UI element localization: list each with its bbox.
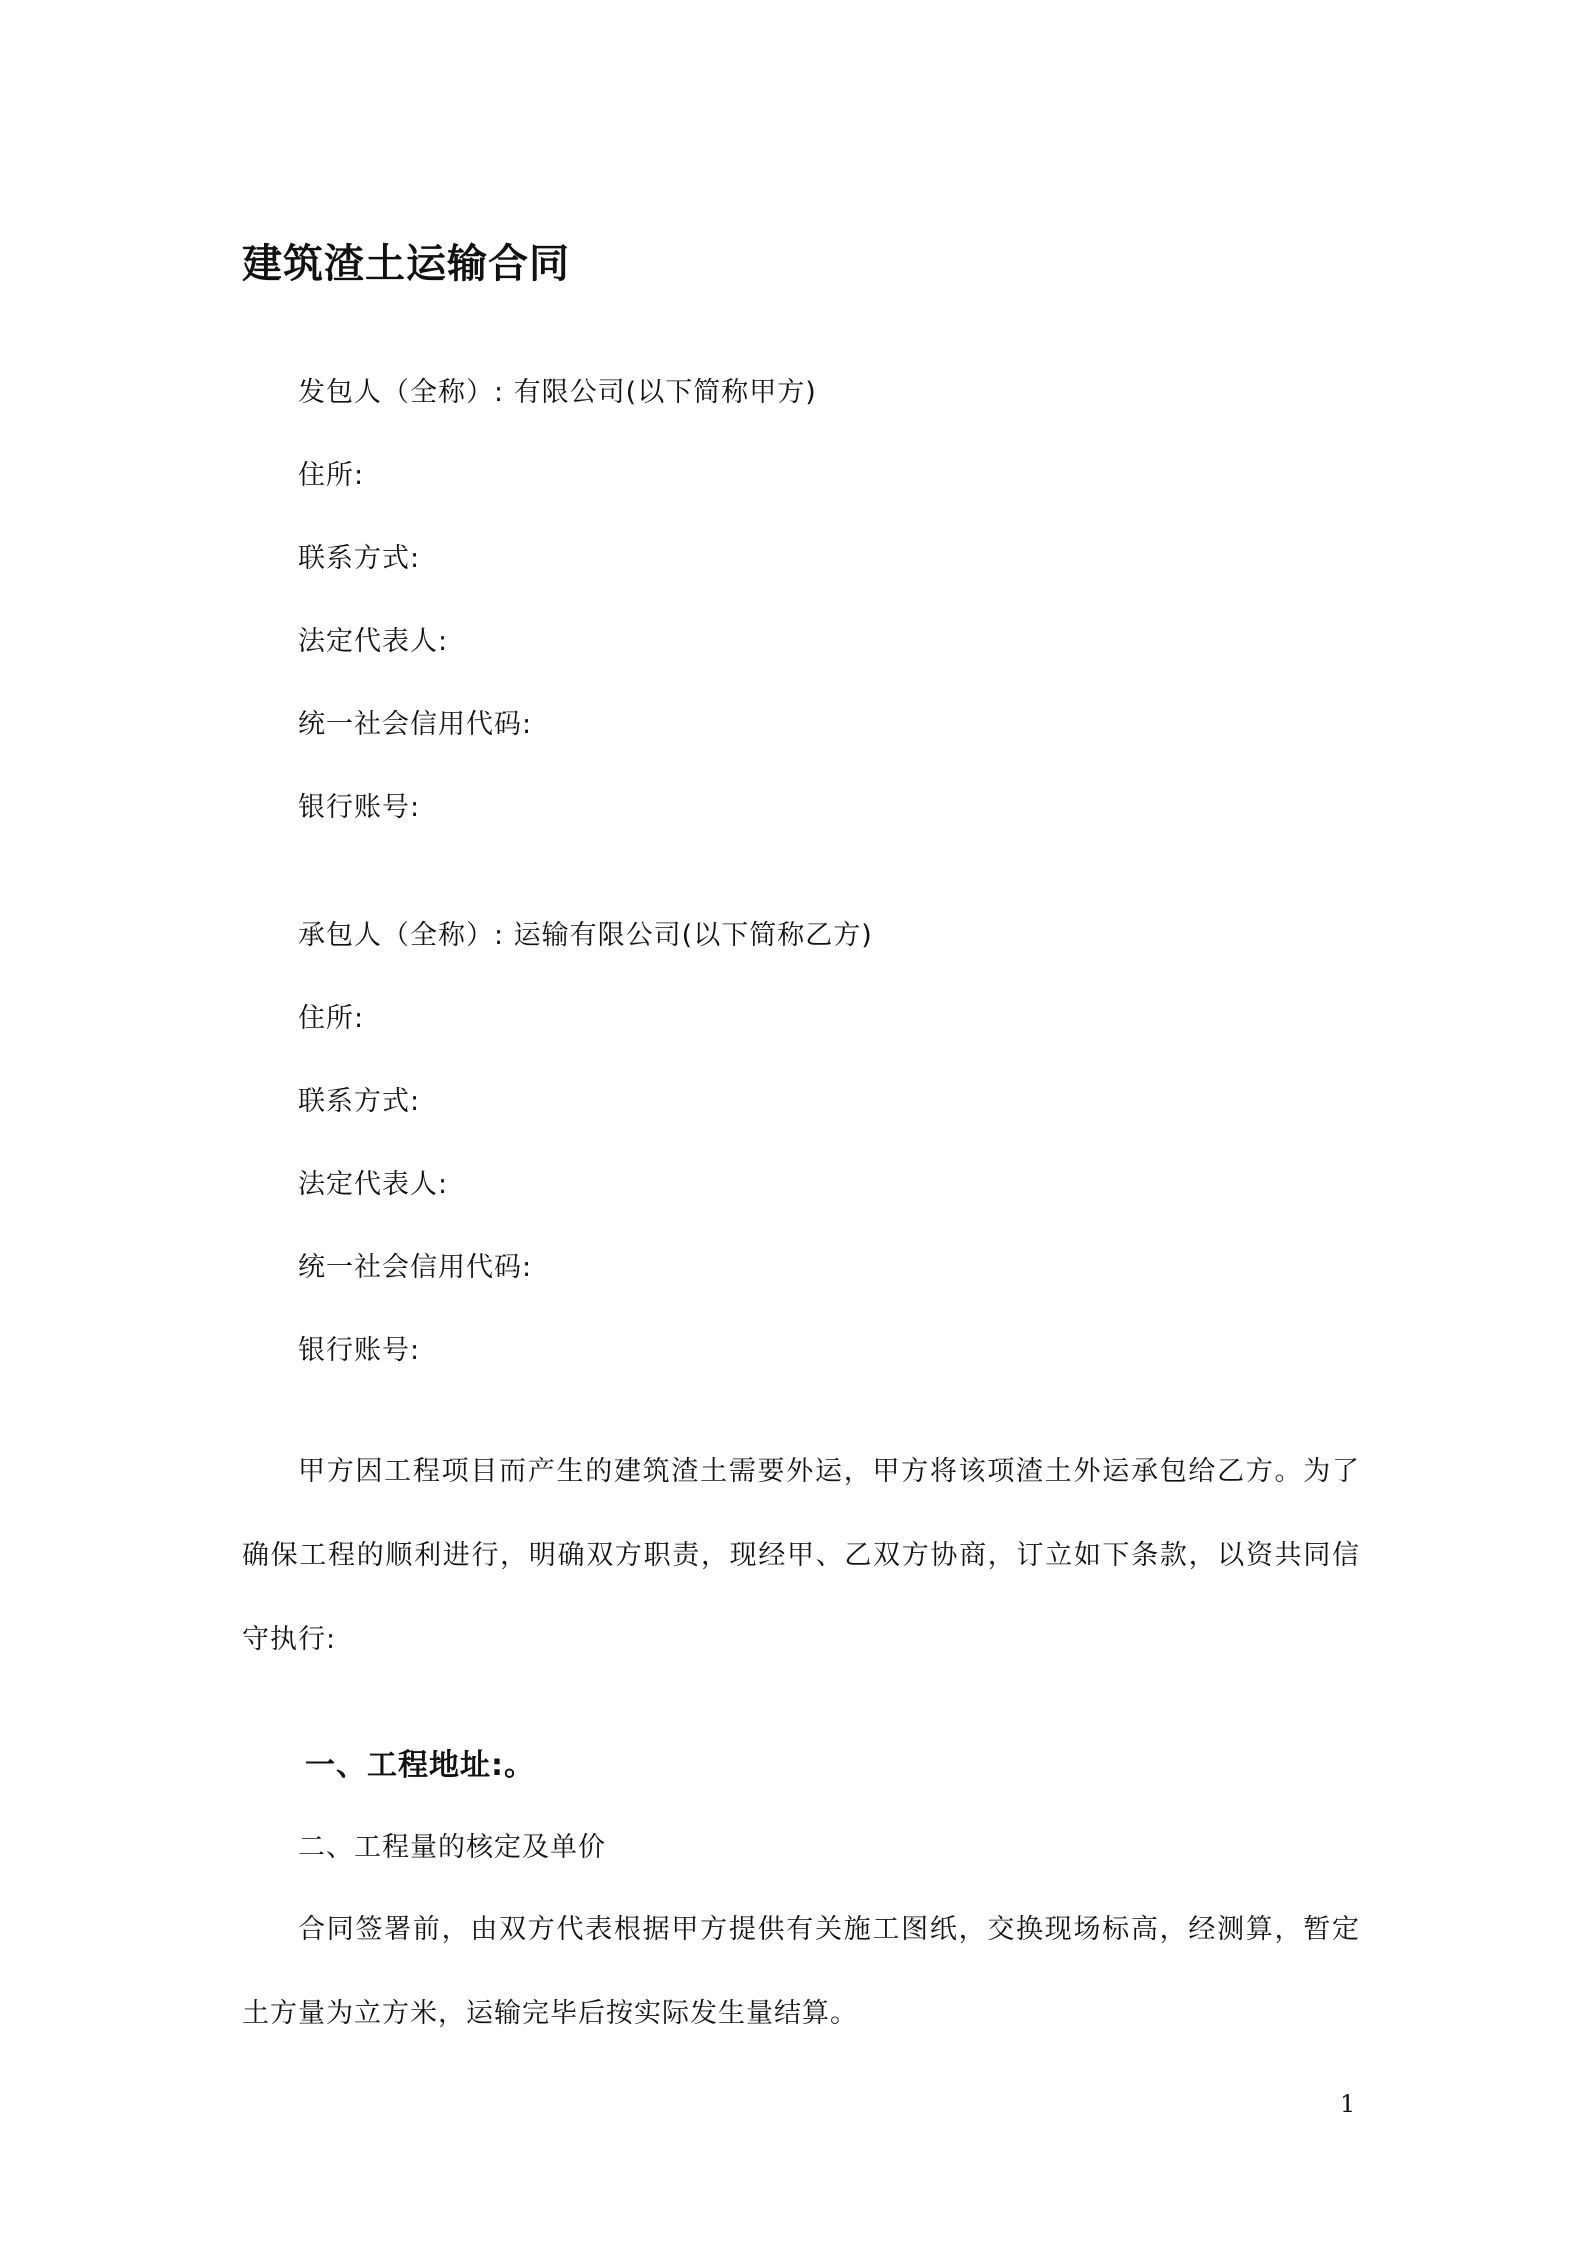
party-a-contact: 联系方式: [298,543,421,574]
party-a-bank-account: 银行账号: [298,792,421,823]
page-number: 1 [1340,2090,1356,2118]
party-b-name-line: 承包人（全称）: 运输有限公司(以下简称乙方) [298,920,873,951]
section2-paragraph: 合同签署前，由双方代表根据甲方提供有关施工图纸，交换现场标高，经测算，暂定土方量为立方米，运输完毕后按实际发生量结算。 [242,1914,1360,2029]
section2-heading: 二、工程量的核定及单价 [298,1832,606,1863]
party-b-bank-account: 银行账号: [298,1335,421,1366]
section1-heading: 一、工程地址:。 [305,1748,535,1783]
party-b-credit-code: 统一社会信用代码: [298,1252,533,1283]
document-title: 建筑渣土运输合同 [242,241,570,287]
party-b-contact: 联系方式: [298,1086,421,1117]
party-a-address: 住所: [298,460,365,491]
party-a-name-line: 发包人（全称）: 有限公司(以下简称甲方) [298,377,817,408]
party-a-legal-rep: 法定代表人: [298,626,449,657]
party-b-address: 住所: [298,1003,365,1034]
party-b-legal-rep: 法定代表人: [298,1169,449,1200]
intro-paragraph: 甲方因工程项目而产生的建筑渣土需要外运，甲方将该项渣土外运承包给乙方。为了确保工程的顺利进行，明确双方职责，现经甲、乙双方协商，订立如下条款，以资共同信守执行: [242,1456,1360,1655]
party-a-credit-code: 统一社会信用代码: [298,709,533,740]
